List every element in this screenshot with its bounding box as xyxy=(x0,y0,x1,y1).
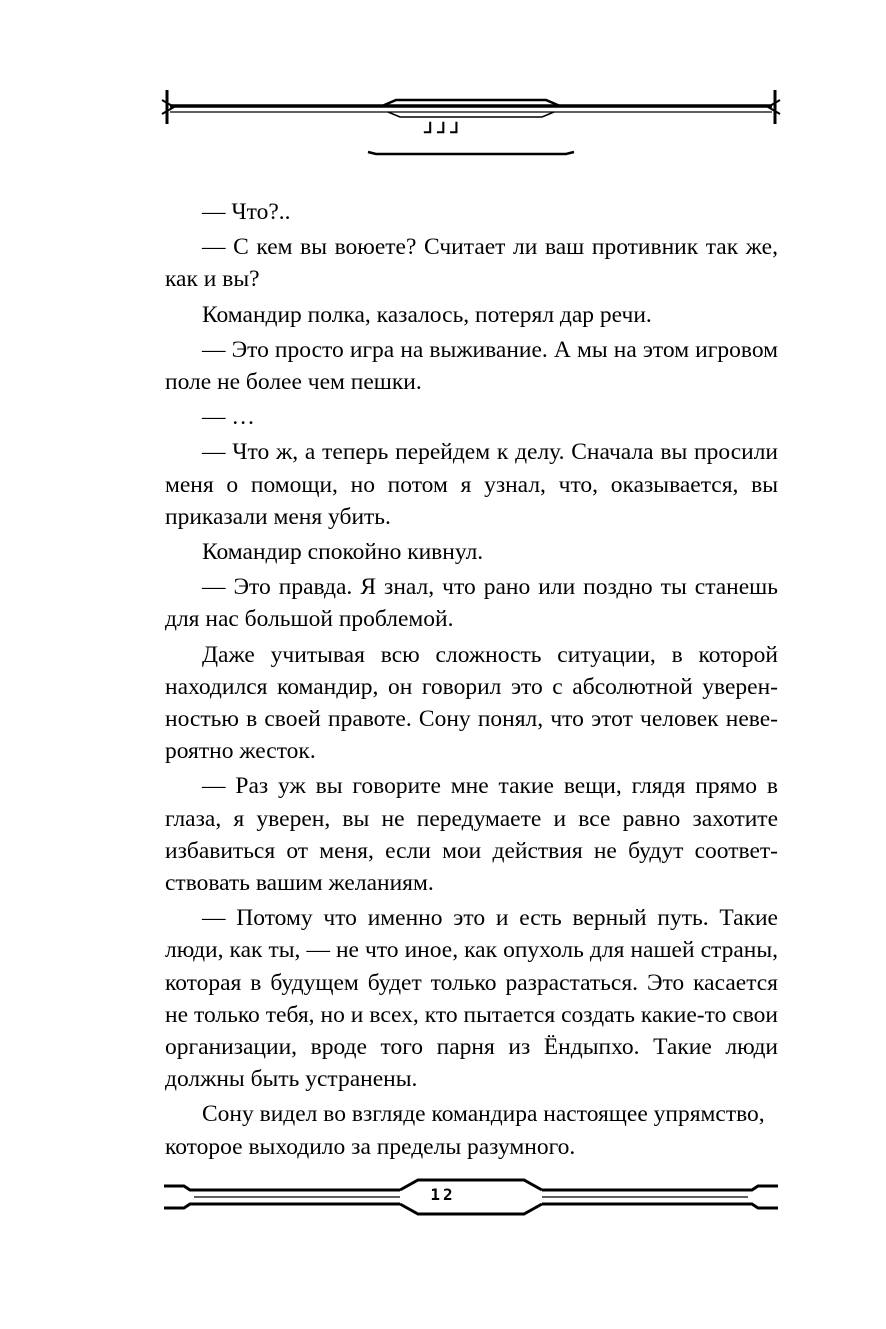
paragraph: — Это правда. Я знал, что рано или поздно ты станешь для нас большой проблемой. xyxy=(165,574,778,633)
paragraph: Командир спокойно кивнул. xyxy=(202,539,484,566)
paragraph: — Что?.. xyxy=(202,199,291,225)
paragraph: — Это просто игра на выживание. А мы на этом игровом поле не более чем пешки. xyxy=(165,336,778,396)
page-number: 12 xyxy=(430,1185,456,1204)
body-text xyxy=(165,196,778,1166)
paragraph: Даже учитывая всю сложность ситуации, в которой находился командир, он говорил это с абсолютной уверенностью в своей правоте. Сону понял, что этот человек невероятно жесток. xyxy=(165,641,778,765)
paragraph: — С кем вы воюете? Считает ли ваш противник так же, как и вы? xyxy=(165,234,778,293)
paragraph: — … xyxy=(202,404,255,431)
paragraph: Сону видел во взгляде командира настоящее упрямство, которое выходило за пределы разумного. xyxy=(165,1101,765,1160)
running-head: ᒧᒧᒧ xyxy=(423,119,463,137)
paragraph: — Потому что именно это и есть верный путь. Такие люди, как ты, — не что иное, как опухоль для нашей страны, которая в будущем будет только разрастаться. Это касается не только тебя, но и всех, кто пытается создать какие-то свои организации, вроде того парня из Ёндыпхо. Такие люди должны быть устранены. xyxy=(165,905,778,1093)
paragraph: — Что ж, а теперь перейдем к делу. Сначала вы просили меня о помощи, но потом я узнал, что, оказывается, вы приказали меня убить. xyxy=(165,439,778,530)
paragraph: Командир полка, казалось, потерял дар речи. xyxy=(202,301,652,328)
paragraph: — Раз уж вы говорите мне такие вещи, глядя прямо в глаза, я уверен, вы не передумаете и все равно захотите избавиться от меня, если мои действия не будут соответствовать вашим желаниям. xyxy=(165,773,778,897)
